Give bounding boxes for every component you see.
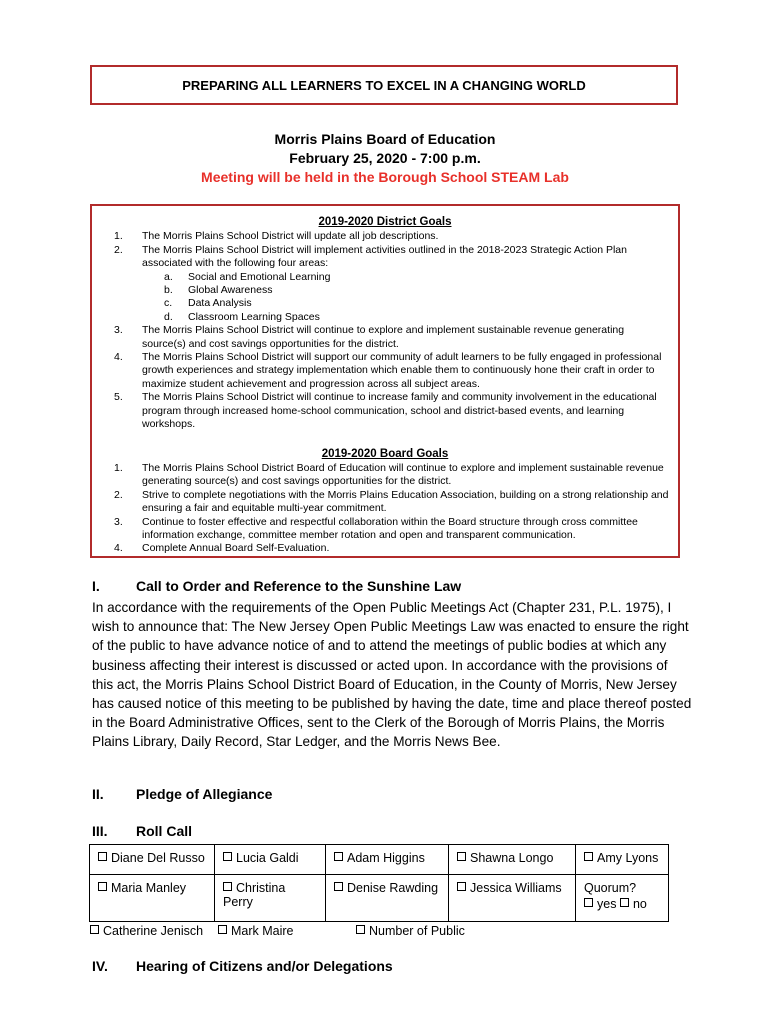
quorum-cell: Quorum? yes no xyxy=(576,875,669,922)
list-item: 1. The Morris Plains School District Board of Education will continue to explore and implement sustainable revenue generating source(s) and cost savings opportunities for the district. xyxy=(114,461,664,488)
district-goals-title: 2019-2020 District Goals xyxy=(318,216,452,228)
section-heading: I. Call to Order and Reference to the Sunshine Law xyxy=(92,578,462,594)
sub-list-item: c. Data Analysis xyxy=(164,297,252,310)
meeting-header xyxy=(0,130,770,187)
roll-cell: Diane Del Russo xyxy=(90,845,215,875)
list-item: 2. The Morris Plains School District will implement activities outlined in the 2018-2023 Strategic Action Plan associated with the following four areas: xyxy=(114,243,627,270)
list-item: 4. The Morris Plains School District will support our community of adult learners to be fully engaged in professional growth experiences and strategy implementation which enable them to continuously hone their craft in order to maximize student achievement and progression across all subject areas. xyxy=(114,351,662,390)
roll-cell: Amy Lyons xyxy=(576,845,669,875)
section-heading: II. Pledge of Allegiance xyxy=(92,786,273,802)
roll-cell: Christina Perry xyxy=(215,875,326,922)
table-row xyxy=(90,845,669,875)
quorum-label: Quorum? xyxy=(584,881,637,895)
sub-list-item: a. Social and Emotional Learning xyxy=(164,270,331,283)
list-item: 1. The Morris Plains School District will update all job descriptions. xyxy=(114,230,439,243)
meeting-date: February 25, 2020 - 7:00 p.m. xyxy=(289,150,481,166)
roll-extra-item: Mark Maire xyxy=(218,924,294,938)
checkbox[interactable] xyxy=(334,852,343,861)
banner-title: PREPARING ALL LEARNERS TO EXCEL IN A CHANGING WORLD xyxy=(182,77,586,93)
checkbox[interactable] xyxy=(620,898,629,907)
sunshine-law-text: In accordance with the requirements of the Open Public Meetings Act (Chapter 231, P.L. 1975), I wish to announce that: The New Jersey Open Public Meetings Law was enacted to ensure the right of the public to have advance notice of and to attend the meetings of public bodies at which any business affecting their interest is discussed or acted upon. In accordance with the provisions of this act, the Morris Plains School District Board of Education, in the County of Morris, New Jersey has caused notice of this meeting to be published by having the date, time and place thereof posted in the Board Administrative Offices, sent to the Clerk of the Borough of Morris Plains, the Morris Plains Library, Daily Record, Star Ledger, and the Morris News Bee. xyxy=(92,600,692,750)
checkbox[interactable] xyxy=(356,925,365,934)
checkbox[interactable] xyxy=(584,898,593,907)
sub-list-item: d. Classroom Learning Spaces xyxy=(164,310,320,323)
section-heading: IV. Hearing of Citizens and/or Delegations xyxy=(92,958,393,974)
list-item: 2. Strive to complete negotiations with the Morris Plains Education Association, building on a strong relationship and ensuring a fair and equitable multi-year commitment. xyxy=(114,488,669,515)
board-goals-title: 2019-2020 Board Goals xyxy=(321,447,449,460)
roll-extra-item: Number of Public xyxy=(356,924,465,938)
roll-cell: Maria Manley xyxy=(90,875,215,922)
roll-cell: Denise Rawding xyxy=(326,875,449,922)
checkbox[interactable] xyxy=(218,925,227,934)
table-row xyxy=(90,875,669,922)
section-heading: III. Roll Call xyxy=(92,823,193,839)
roll-call-table xyxy=(89,844,669,922)
checkbox[interactable] xyxy=(584,852,593,861)
meeting-location: Meeting will be held in the Borough School STEAM Lab xyxy=(201,169,569,185)
banner xyxy=(90,65,678,105)
checkbox[interactable] xyxy=(223,882,232,891)
goals-box xyxy=(90,204,680,558)
list-item: 4. Complete Annual Board Self-Evaluation. xyxy=(114,542,330,555)
roll-cell: Shawna Longo xyxy=(449,845,576,875)
roll-extra-item: Catherine Jenisch xyxy=(90,924,203,938)
checkbox[interactable] xyxy=(223,852,232,861)
checkbox[interactable] xyxy=(334,882,343,891)
list-item: 5. The Morris Plains School District will continue to increase family and community involvement in the educational program through increased home-school communication, school and district-based events, and learning workshops. xyxy=(114,391,657,431)
board-name: Morris Plains Board of Education xyxy=(274,131,496,147)
checkbox[interactable] xyxy=(457,882,466,891)
sub-list-item: b. Global Awareness xyxy=(164,284,273,297)
list-item: 3. Continue to foster effective and respectful collaboration within the Board structure through cross committee information exchange, committee member rotation and open and transparent communication. xyxy=(114,515,638,541)
list-item: 3. The Morris Plains School District will continue to explore and implement sustainable revenue generating source(s) and cost savings opportunities for the district. xyxy=(114,324,625,350)
roll-cell: Lucia Galdi xyxy=(215,845,326,875)
checkbox[interactable] xyxy=(90,925,99,934)
roll-cell: Adam Higgins xyxy=(326,845,449,875)
roll-cell: Jessica Williams xyxy=(449,875,576,922)
checkbox[interactable] xyxy=(98,852,107,861)
checkbox[interactable] xyxy=(98,882,107,891)
checkbox[interactable] xyxy=(457,852,466,861)
